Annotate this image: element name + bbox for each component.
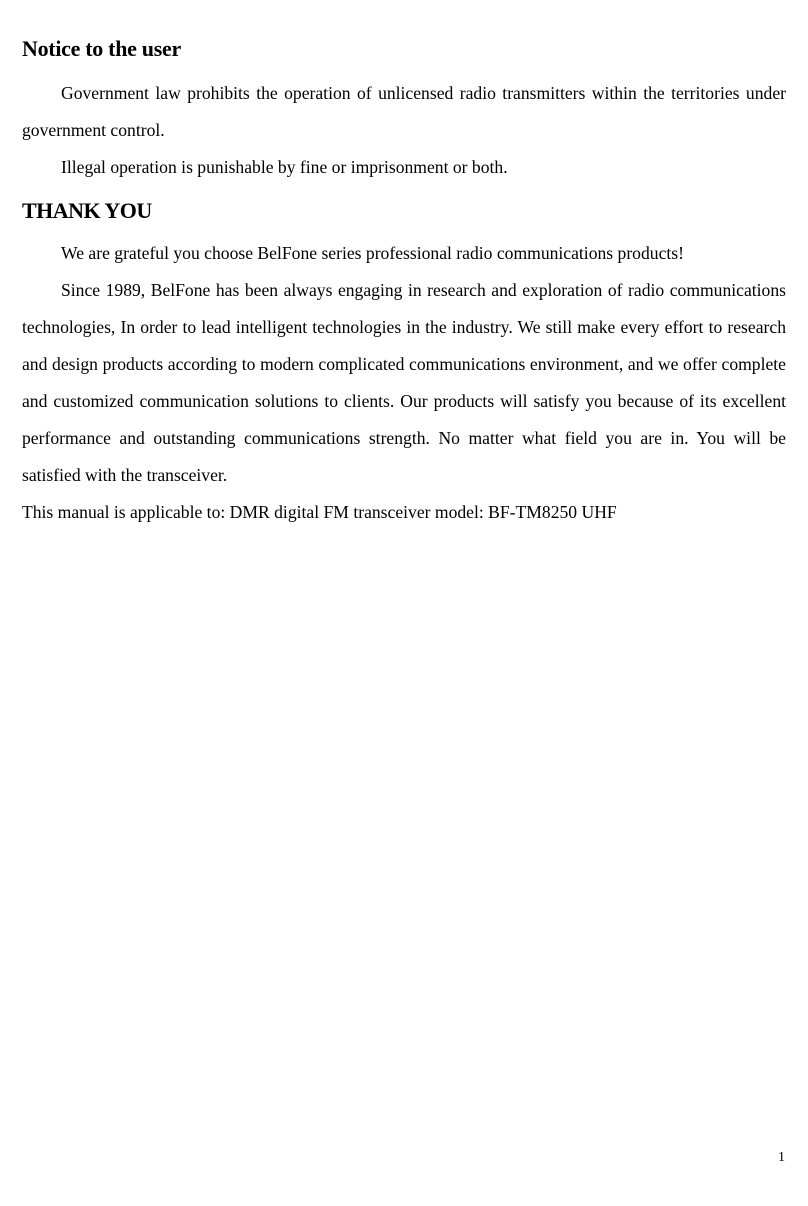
page-number: 1 [778,1150,785,1165]
thanks-paragraph-grateful: We are grateful you choose BelFone series professional radio communications products! [61,243,684,263]
notice-paragraph-law: Government law prohibits the operation of unlicensed radio transmitters within the territories under government control. [22,83,786,140]
notice-heading: Notice to the user [22,36,181,61]
applicability-statement: This manual is applicable to: DMR digital FM transceiver model: BF-TM8250 UHF [22,502,617,522]
notice-paragraph-penalty: Illegal operation is punishable by fine or imprisonment or both. [61,157,508,177]
thanks-paragraph-history: Since 1989, BelFone has been always engaging in research and exploration of radio communications technologies, In order to lead intelligent technologies in the industry. We still make every effort to research and design products according to modern complicated communications environment, and we offer complete and customized communication solutions to clients. Our products will satisfy you because of its excellent performance and outstanding communications strength. No matter what field you are in. You will be satisfied with the transceiver. [22,280,786,485]
thank-you-heading: THANK YOU [22,198,152,223]
